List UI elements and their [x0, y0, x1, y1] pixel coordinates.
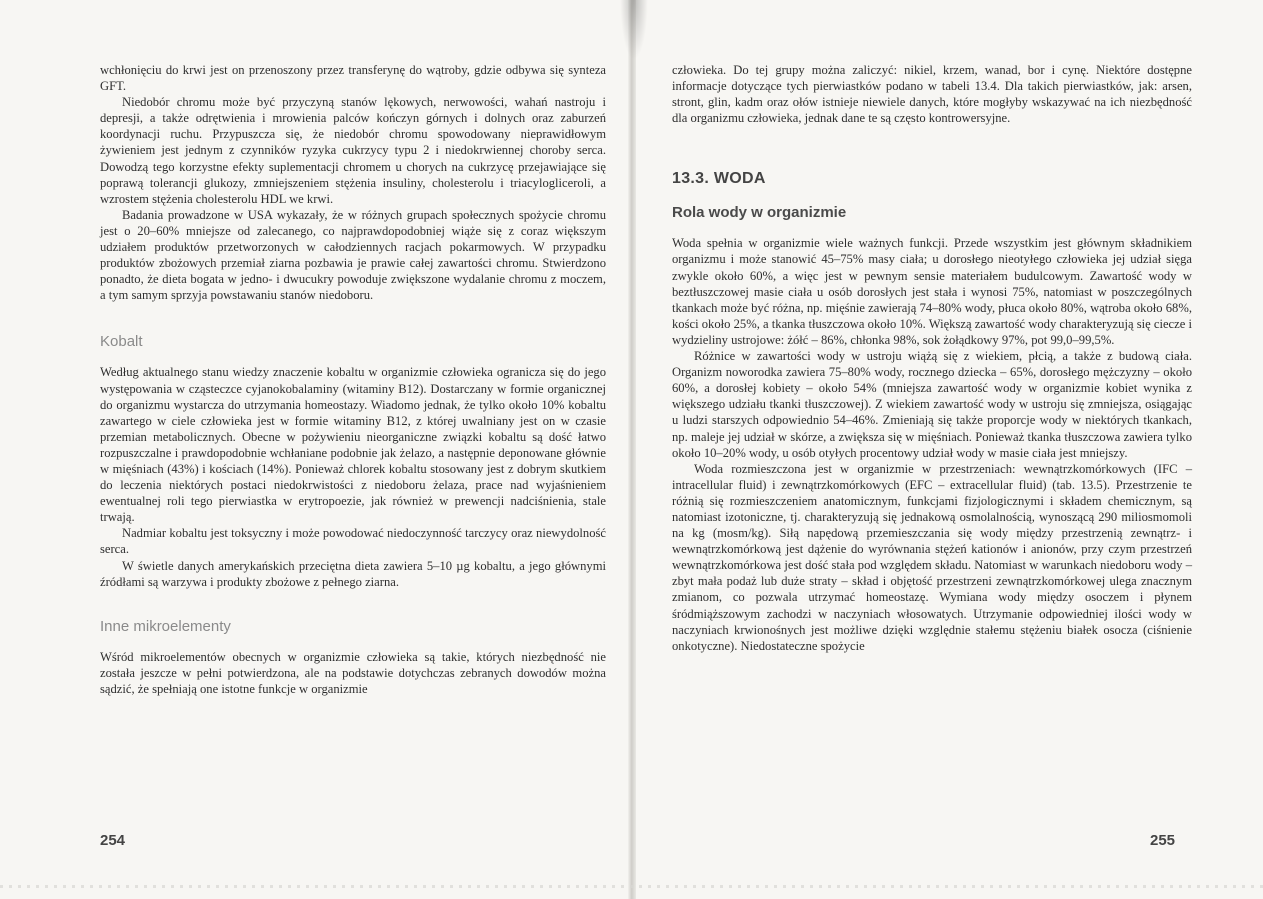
paragraph: Woda spełnia w organizmie wiele ważnych funkcji. Przede wszystkim jest głównym składnikiem organizmu i może stanowić 45–75% masy ciała; u dorosłego nieotyłego człowieka jej udział sięga zwykle około 60%, a więc jest w pewnym sensie materiałem budulcowym. Zawartość wody w beztłuszczowej masie ciała u osób dorosłych jest stała i wynosi 75%, natomiast w poszczególnych tkankach może być różna, np. mięśnie zawierają 74–80% wody, płuca około 80%, wątroba około 68%, kości około 25%, a tkanka tłuszczowa około 10%. Większą zawartość wody charakteryzują się ciecze i wydzieliny ustrojowe: żółć – 86%, chłonka 98%, sok żołądkowy 97%, pot 99,0–99,5%.	[672, 236, 1192, 347]
paragraph: Różnice w zawartości wody w ustroju wiążą się z wiekiem, płcią, a także z budową ciała. Organizm noworodka zawiera 75–80% wody, rocznego dziecka – 65%, dorosłego mężczyzny – około 60%, a dorosłej kobiety – około 54% (mniejsza zawartość wody w organizmie kobiet wynika z większego udziału tkanki tłuszczowej). Z wiekiem zawartość wody w ustroju się zmniejsza, osiągając u ludzi starszych odpowiednio 54–46%. Zmieniają się także proporcje wody w niektórych tkankach, np. maleje jej udział w skórze, a zwiększa się w mięśniach. Ponieważ tkanka tłuszczowa zawiera tylko około 10–20% wody, u osób otyłych procentowy udział wody w masie ciała jest mniejszy.	[672, 349, 1192, 460]
left-page	[0, 0, 630, 899]
page-number-right: 255	[1150, 832, 1176, 849]
scan-edge-noise	[0, 885, 1263, 888]
paragraph: Według aktualnego stanu wiedzy znaczenie kobaltu w organizmie człowieka ogranicza się do jego występowania w cząsteczce cyjanokobalaminy (witaminy B12). Dostarczany w formie organicznej do organizmu wystarcza do utrzymania homeostazy. Wiadomo jednak, że tylko około 10% kobaltu zawartego w ciele człowieka jest w formie witaminy B12, z której uwalniany jest on w czasie przemian metabolicznych. Obecne w pożywieniu nieorganiczne związki kobaltu są dość łatwo rozpuszczalne i prawdopodobnie wchłaniane podobnie jak żelazo, a następnie deponowane głównie w mięśniach (43%) i kościach (14%). Ponieważ chlorek kobaltu stosowany jest z dobrym skutkiem do leczenia niektórych postaci niedokrwistości z niedoboru żelaza, prace nad wyjaśnieniem ewentualnej roli tego pierwiastka w erytropoezie, jak również w prewencji nadciśnienia, stale trwają.	[100, 365, 606, 525]
paragraph: Wśród mikroelementów obecnych w organizmie człowieka są takie, których niezbędność nie została jeszcze w pełni potwierdzona, ale na podstawie dotychczas zebranych dowodów można sądzić, że spełniają one istotne funkcje w organizmie	[100, 649, 606, 696]
section-heading-woda: 13.3. WODA	[672, 170, 766, 188]
page-number-left: 254	[100, 832, 126, 849]
paragraph: wchłonięciu do krwi jest on przenoszony przez transferynę do wątroby, gdzie odbywa się synteza GFT.	[100, 63, 606, 94]
right-text-column	[672, 62, 1192, 654]
paragraph: Badania prowadzone w USA wykazały, że w różnych grupach społecznych spożycie chromu jest o 20–60% mniejsze od zalecanego, co najprawdopodobniej wiąże się z coraz większym udziałem produktów przetworzonych w całodziennych racjach pokarmowych. W przypadku produktów zbożowych przemiał ziarna pozbawia je prawie całej zawartości chromu. Stwierdzono ponadto, że dieta bogata w jedno- i dwucukry powoduje zwiększone wydalanie chromu z moczem, a tym samym sprzyja powstawaniu stanów niedoboru.	[100, 207, 606, 303]
heading-kobalt: Kobalt	[100, 333, 143, 351]
paragraph: człowieka. Do tej grupy można zaliczyć: nikiel, krzem, wanad, bor i cynę. Niektóre dostępne informacje dotyczące tych pierwiastków podano w tabeli 13.4. Dla takich pierwiastków, jak: arsen, stront, glin, kadm oraz ołów istnieje niewiele danych, które mogłyby wskazywać na ich niezbędność dla organizmu człowieka, jednak dane te są często kontrowersyjne.	[672, 63, 1192, 126]
paragraph: Nadmiar kobaltu jest toksyczny i może powodować niedoczynność tarczycy oraz niewydolność serca.	[100, 526, 606, 557]
paragraph: Woda rozmieszczona jest w organizmie w przestrzeniach: wewnątrzkomórkowych (IFC – intracellular fluid) i zewnątrzkomórkowych (EFC – extracellular fluid) (tab. 13.5). Przestrzenie te różnią się rozmieszczeniem anatomicznym, funkcjami fizjologicznymi i składem chemicznym, są natomiast izotoniczne, tj. charakteryzują się jednakową osmolalnością, wynoszącą 290 miliosmomoli na kg (mosm/kg). Siłą napędową przemieszczania się wody między przestrzenią zewnątrz- i wewnątrzkomórkową jest dążenie do wyrównania stężeń kationów i anionów, przy czym przestrzeń wewnątrzkomórkowa jest dość stała pod względem składu. Natomiast w warunkach niedoboru wody – zbyt mała podaż lub duże straty – skład i objętość przestrzeni zewnątrzkomórkowej ulega znacznym zmianom, co pozwala utrzymać homeostazę. Wymiana wody między osoczem i płynem śródmiąższowym zachodzi w naczyniach włosowatych. Utrzymanie odpowiedniej ilości wody w naczyniach krwionośnych jest możliwe dzięki względnie stałemu stężeniu białek osocza (ciśnienie onkotyczne). Niedostateczne spożycie	[672, 461, 1192, 653]
paragraph: Niedobór chromu może być przyczyną stanów lękowych, nerwowości, wahań nastroju i depresji, a także odrętwienia i mrowienia palców kończyn górnych i dolnych oraz zaburzeń koordynacji ruchu. Przypuszcza się, że niedobór chromu spowodowany nieprawidłowym żywieniem jest jednym z czynników ryzyka cukrzycy typu 2 i niedokrwiennej choroby serca. Dowodzą tego korzystne efekty suplementacji chromem u chorych na cukrzycę przejawiające się poprawą tolerancji glukozy, zmniejszeniem stężenia insuliny, cholesterolu i triacylogliceroli, a wzrostem stężenia cholesterolu HDL we krwi.	[100, 95, 606, 206]
left-text-column	[100, 62, 606, 697]
subheading-rola-wody: Rola wody w organizmie	[672, 204, 847, 222]
heading-inne-mikroelementy: Inne mikroelementy	[100, 617, 231, 635]
paragraph: W świetle danych amerykańskich przeciętna dieta zawiera 5–10 µg kobaltu, a jego głównymi źródłami są warzywa i produkty zbożowe z pełnego ziarna.	[100, 558, 606, 589]
